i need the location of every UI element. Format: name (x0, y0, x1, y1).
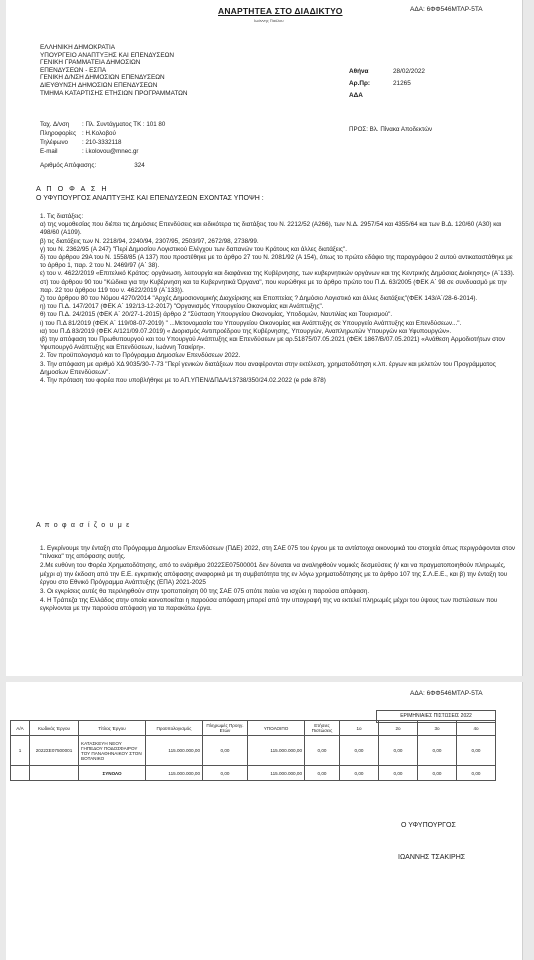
cell-q1: 0,00 (340, 736, 379, 766)
contact-label: Τηλέφωνο (40, 139, 68, 146)
contact-details (40, 120, 165, 156)
cell-total-q4: 0,00 (457, 766, 496, 781)
contact-phone: : 210-3332118 (82, 139, 122, 146)
col-header: Τίτλος Έργου (79, 721, 146, 736)
meta-label-ada: ΑΔΑ (349, 92, 363, 99)
signatory-name: ΙΩΑΝΝΗΣ ΤΣΑΚΙΡΗΣ (398, 854, 466, 861)
cell-remaining: 115.000.000,00 (248, 736, 305, 766)
cell-total-annual: 0,00 (305, 766, 340, 781)
header-title: ΑΝΑΡΤΗΤΕΑ ΣΤΟ ΔΙΑΔΙΚΤΥΟ (218, 6, 343, 16)
decisions (40, 545, 518, 615)
consideration-item: στ) του άρθρου 90 του "Κώδικα για την Κυβέρνηση και τα Κυβερνητικά Όργανα", που κυρώθηκε με το άρθρο πρώτο του Π.Δ. 63/2005 (ΦΕΚ Α΄ 98 σε συνδυασμό με την παρ. 22 του άρθρου 119 του ν. 4622/2019 (Α΄133)). (40, 278, 507, 294)
cell-total-prior: 0,00 (203, 766, 248, 781)
org-line: ΕΛΛΗΝΙΚΗ ΔΗΜΟΚΡΑΤΙΑ (40, 44, 116, 51)
cell-project-title: ΚΑΤΑΣΚΕΥΗ ΝΕΟΥ ΓΗΠΕΔΟΥ ΠΟΔΟΣΦΑΙΡΟΥ ΤΟΥ ΠΑΝΑΘΗΝΑΙΚΟΥ ΣΤΟΝ ΒΟΤΑΝΙΚΟ (79, 736, 146, 766)
cell-total-q2: 0,00 (379, 766, 418, 781)
col-header: Α/Α (11, 721, 30, 736)
consideration-item: δ) του άρθρου 29Α του Ν. 1558/85 (Α 137) που προστέθηκε με το άρθρο 27 του Ν. 2081/92 (Α 154), όπως το πρώτο εδάφιο της παραγράφου 2 αυτού αντικαταστάθηκε με το άρθρο 1, παρ. 2 του Ν. 2469/97 (Α΄ 38). (40, 254, 513, 270)
decision-item: 1. Εγκρίνουμε την ένταξη στο Πρόγραμμα Δημοσίων Επενδύσεων (ΠΔΕ) 2022, στη ΣΑΕ 075 του έργου με τα αντίστοιχα οικονομικά του στοιχεία όπως περιγράφονται στον "πίνακα" της απόφασης αυτής. (40, 545, 515, 561)
org-line: ΔΙΕΥΘΥΝΣΗ ΔΗΜΟΣΙΩΝ ΕΠΕΝΔΥΣΕΩΝ (40, 81, 158, 89)
funding-table (10, 720, 496, 781)
document-page-1 (6, 0, 523, 676)
org-line: ΤΜΗΜΑ ΚΑΤΑΡΤΙΣΗΣ ΕΤΗΣΙΩΝ ΠΡΟΓΡΑΜΜΑΤΩΝ (40, 89, 188, 97)
contact-person: : Η.Κολοβού (82, 130, 116, 137)
consideration-item: 3. Την απόφαση με αριθμό ΧΔ 9035/30-7-73 "Περί γενικών διατάξεων που αναφέρονται στην εκτέλεση, χρηματοδότηση κ.λπ. έργων και μελετών του Προγράμματος Δημοσίων Επενδύσεων". (40, 360, 496, 376)
meta-label-city: Αθήνα (349, 68, 369, 75)
ada-stamp: ΑΔΑ: 6ΦΦ546ΜΤΛΡ-5ΤΑ (410, 690, 483, 697)
col-header: 2ο (379, 721, 418, 736)
decision-item: 3. Οι εγκρίσεις αυτές θα περιληφθούν στην τροποποίηση 00 της ΣΑΕ 075 οπότε παύει να ισχύει η παρούσα απόφαση. (40, 588, 370, 596)
meta-label-protocol: Αρ.Πρ: (349, 80, 371, 87)
signatory-title: Ο ΥΦΥΠΟΥΡΓΟΣ (401, 822, 456, 829)
cell-total-q1: 0,00 (340, 766, 379, 781)
consideration-item: 2. Τον προϋπολογισμό και το Πρόγραμμα Δημοσίων Επενδύσεων 2022. (40, 352, 241, 360)
cell-q3: 0,00 (418, 736, 457, 766)
consideration-item: ε) του ν. 4622/2019 «Επιτελικό Κράτος: οργάνωση, λειτουργία και διαφάνεια της Κυβέρνησης, των κυβερνητικών οργάνων και της Κεντρικής Δημόσιας Διοίκησης» (Α΄133). (40, 270, 515, 278)
org-line: ΓΕΝΙΚΗ ΓΡΑΜΜΑΤΕΙΑ ΔΗΜΟΣΙΩΝ (40, 59, 141, 67)
issuing-authority (40, 44, 188, 97)
col-header: 3ο (418, 721, 457, 736)
consideration-item: ι) του Π.Δ 81/2019 (ΦΕΚ Α΄ 119/08-07-2019) " ...Μετονομασία του Υπουργείου Οικονομίας και Ανάπτυξης σε Υπουργείο Ανάπτυξης και Επενδύσεων...". (40, 319, 462, 327)
recipients: ΠΡΟΣ: Βλ. Πίνακα Αποδεκτών (349, 126, 433, 133)
col-header: Ετήσιες Πιστώσεις (305, 721, 340, 736)
decision-number (40, 162, 145, 169)
consideration-item: θ) του Π.Δ. 24/2015 (ΦΕΚ Α΄ 20/27-1-2015) άρθρο 2 "Σύσταση Υπουργείου Οικονομίας, Υποδομών, Ναυτιλίας και Τουρισμού". (40, 311, 393, 319)
contact-label: Ταχ. Δ/νση (40, 121, 70, 128)
document-page-2 (6, 682, 523, 960)
consideration-item: 498/60 (Α109). (40, 229, 82, 237)
quarterly-credits-label: ΕΡΙΜΗΝΙΑΙΕΣ ΠΙΣΤΩΣΕΙΣ 2022 (376, 710, 496, 723)
cell-index: 1 (11, 736, 30, 766)
cell-total-remaining: 115.000.000,00 (248, 766, 305, 781)
consideration-item: ιβ) την απόφαση του Πρωθυπουργού και του Υπουργού Ανάπτυξης και Επενδύσεων με αρ.51875/07.05.2021 (ΦΕΚ 1867/Β/07.05.2021) «Ανάθεση Αρμοδιοτήτων στον Υφυπουργό Ανάπτυξης και Επενδύσεων, Ιωάννη Τσακίρη». (40, 336, 506, 352)
cell-empty (11, 766, 30, 781)
decision-item: 2.Με ευθύνη του Φορέα Χρηματοδότησης, από το ενάριθμο 2022ΣΕ07500001 δεν δύναται να αναληφθούν νομικές δεσμεύσεις ή/ και να πραγματοποιηθούν πληρωμές, μέχρι α) την έκδοση από την Ε.Ε. εγκριτικής απόφασης αναφορικά με τη συμβατότητα της εν λόγω χρηματοδότησης με το άρθρο 107 της Σ.Λ.Ε.Ε., και β) την ένταξη του έργου στο Εθνικό Πρόγραμμα Ανάπτυξης (ΕΠΑ) 2021-2025 (40, 562, 508, 586)
col-header: 4ο (457, 721, 496, 736)
cell-empty (30, 766, 79, 781)
header-signature-note: Ιωάννης Παύλου (254, 18, 284, 23)
org-line: ΓΕΝΙΚΗ Δ/ΝΣΗ ΔΗΜΟΣΙΩΝ ΕΠΕΝΔΥΣΕΩΝ (40, 74, 165, 82)
table-total-row (11, 766, 496, 781)
cell-total-label: ΣΥΝΟΛΟ (79, 766, 146, 781)
cell-q2: 0,00 (379, 736, 418, 766)
cell-budget: 115.000.000,00 (146, 736, 203, 766)
cell-q4: 0,00 (457, 736, 496, 766)
meta-protocol-number: 21265 (393, 80, 411, 87)
table-row (11, 736, 496, 766)
col-header: ΥΠΟΛΟΙΠΟ (248, 721, 305, 736)
consideration-item: 1. Τις διατάξεις: (40, 213, 84, 220)
contact-label: Πληροφορίες (40, 130, 77, 137)
cell-project-code: 2022ΣΕ07500001 (30, 736, 79, 766)
decision-number-label: Αριθμός Απόφασης: (40, 162, 97, 169)
org-line: ΕΠΕΝΔΥΣΕΩΝ - ΕΣΠΑ (40, 66, 107, 74)
minister-line: Ο ΥΦΥΠΟΥΡΓΟΣ ΑΝΑΠΤΥΞΗΣ ΚΑΙ ΕΠΕΝΔΥΣΕΩΝ ΕΧΟΝΤΑΣ ΥΠΟΨΗ : (36, 195, 264, 202)
decision-number-value: 324 (134, 162, 145, 169)
col-header: 1ο (340, 721, 379, 736)
col-header: Προϋπολογισμός (146, 721, 203, 736)
contact-address: : Πλ. Συντάγματος ΤΚ : 101 80 (82, 121, 166, 128)
consideration-item: γ) του Ν. 2362/95 (Α 247) "Περί Δημοσίου Λογιστικού Ελέγχου των δαπανών του Κράτους και άλλες διατάξεις". (40, 245, 347, 253)
consideration-item: η) του Π.Δ. 147/2017 (ΦΕΚ Α΄ 192/13-12-2017) "Οργανισμός Υπουργείου Οικονομίας και Ανάπτυξης". (40, 303, 324, 311)
table-header-row (11, 721, 496, 736)
meta-date: 28/02/2022 (393, 68, 425, 75)
col-header: Πληρωμές Προηγ. Ετών (203, 721, 248, 736)
decision-item: 4. Η Τράπεζα της Ελλάδος στην οποία κοινοποιείται η παρούσα απόφαση μπορεί από την υπογραφή της να εκτελεί πληρωμές μέχρι του ύψους των πιστώσεων που εγκρίνονται με την παρούσα απόφαση για τα παρακάτω έργα. (40, 597, 498, 613)
ada-stamp: ΑΔΑ: 6ΦΦ546ΜΤΛΡ-5ΤΑ (410, 6, 483, 13)
consideration-item: α) της νομοθεσίας που διέπει τις Δημόσιες Επενδύσεις και ειδικότερα τις διατάξεις του Ν. 2212/52 (Α266), των Ν.Δ. 2957/54 και 4355/64 και των Β.Δ. 120/60 (Α30) και (40, 221, 502, 229)
consideration-item: ια) του Π.Δ 83/2019 (ΦΕΚ Α/121/09.07.2019) « Διορισμός Αντιπροέδρου της Κυβέρνησης, Υπουργών, Αναπληρωτών Υπουργών και Υφυπουργών». (40, 327, 452, 335)
cell-prior-payments: 0,00 (203, 736, 248, 766)
document-meta (349, 66, 425, 102)
consideration-item: β) τις διατάξεις των Ν. 2218/94, 2240/94, 2307/95, 2503/97, 2672/98, 2738/99. (40, 237, 259, 245)
col-header: Κωδικός Έργου (30, 721, 79, 736)
cell-total-budget: 115.000.000,00 (146, 766, 203, 781)
consideration-item: 4. Την πρόταση του φορέα που υποβλήθηκε με το ΑΠ.ΥΠΕΝ/ΔΠΔΑ/13738/350/24.02.2022 (e pde 878) (40, 377, 326, 385)
contact-label: E-mail (40, 148, 58, 155)
consideration-item: ζ) του άρθρου 80 του Νόμου 4270/2014 "Αρχές Δημοσιονομικής Διαχείρισης και Εποπτείας ? Δημόσιο Λογιστικό και άλλες διατάξεις"(ΦΕΚ 143/Α΄/28-6-2014). (40, 295, 478, 303)
decide-heading: Α π ο φ α σ ί ζ ο υ μ ε (36, 522, 131, 529)
decision-title: Α Π Ο Φ Α Σ Η (36, 184, 109, 193)
considerations (40, 213, 518, 385)
org-line: ΥΠΟΥΡΓΕΙΟ ΑΝΑΠΤΥΞΗΣ ΚΑΙ ΕΠΕΝΔΥΣΕΩΝ (40, 51, 175, 59)
cell-annual-credits: 0,00 (305, 736, 340, 766)
contact-email: : i.kolovou@mnec.gr (82, 148, 139, 155)
cell-total-q3: 0,00 (418, 766, 457, 781)
